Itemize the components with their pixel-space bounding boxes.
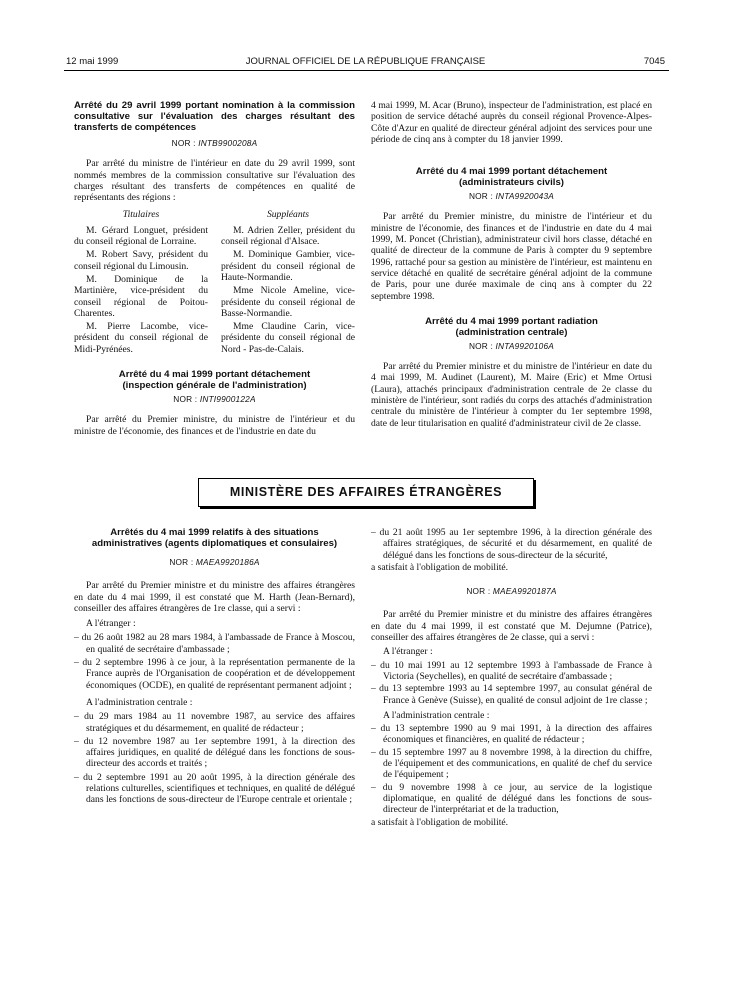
titulaire-item: M. Robert Savy, président du conseil régional du Limousin. — [74, 249, 208, 272]
art3-body: Par arrêté du Premier ministre, du ministre de l'intérieur et du ministre de l'économie, des finances et de l'industrie en date du 4 mai 1999, M. Poncet (Christian), administrateur civil hors classe, détaché en qualité de directeur de la commune de Paris à compter du 9 septembre 1996, rattaché pour sa gestion au ministère de l'intérieur, est maintenu en service détaché en qualité de secrétaire général adjoint de la commune de Paris, pour une durée maximale de cinq ans à compter du 22 septembre 1998. — [371, 211, 652, 302]
list-item: – du 12 novembre 1987 au 1er septembre 1991, à la direction des affaires juridiques, en qualité de délégué dans les fonctions de sous-directeur des accords et traités ; — [74, 735, 355, 770]
art2-title: Arrêté du 4 mai 1999 portant détachement (inspection générale de l'administration) — [118, 369, 311, 392]
art4-nor: NOR : INTA9920106A — [468, 340, 555, 351]
list-item: – du 13 septembre 1993 au 14 septembre 1997, au consulat général de France à Genève (Suisse), en qualité de consul adjoint de 1re classe ; — [371, 683, 652, 706]
art2-body-continued: 4 mai 1999, M. Acar (Bruno), inspecteur de l'administration, est placé en position de service détaché auprès du conseil régional Provence-Alpes-Côte d'Azur en qualité de directeur général adjoint des services pour une période de cinq ans à compter du 18 janvier 1999. — [371, 100, 652, 145]
list-item: – du 2 septembre 1996 à ce jour, à la représentation permanente de la France auprès de l'Organisation de coopération et de développement économiques (OCDE), en qualité de représentant permanent adjoint ; — [74, 657, 355, 691]
suppleant-item: Mme Nicole Ameline, vice-présidente du conseil régional de Basse-Normandie. — [221, 285, 355, 319]
art4-body: Par arrêté du Premier ministre et du ministre de l'intérieur en date du 4 mai 1999, M. Audinet (Laurent), M. Maire (Eric) et Mme Ortusi (Laura), attachés principaux d'administration centrale de 2e classe du ministère de l'intérieur, sont radiés du corps des attachés d'administration centrale du ministère de l'intérieur à compter du 1er septembre 1998, date de leur titularisation en qualité d'administrateur civil de 2e classe. — [371, 361, 652, 429]
art5-intro: Par arrêté du Premier ministre et du ministre des affaires étrangères en date du 4 mai 1999, il est constaté que M. Harth (Jean-Bernard), conseiller des affaires étrangères de 1re classe, qui a servi : — [74, 580, 355, 614]
art6-admin-label: A l'administration centrale : — [383, 709, 490, 721]
art5-title: Arrêtés du 4 mai 1999 relatifs à des situations administratives (agents diplomatiques et consulaires) — [91, 527, 338, 549]
art5-nor: NOR : MAEA9920186A — [169, 557, 260, 567]
list-item: – du 2 septembre 1991 au 20 août 1995, à la direction générale des relations culturelles, scientifiques et techniques, en qualité de délégué dans les fonctions de sous-directeur de l'Europe centrale et orientale ; — [74, 771, 355, 806]
titulaire-item: M. Gérard Longuet, président du conseil régional de Lorraine. — [74, 224, 208, 248]
art5-admin-label: A l'administration centrale : — [86, 696, 193, 708]
journal-title: JOURNAL OFFICIEL DE LA RÉPUBLIQUE FRANÇAISE — [245, 56, 486, 67]
suppleant-item: M. Dominique Gambier, vice-président du conseil régional de Haute-Normandie. — [221, 249, 355, 283]
art5-closing: a satisfait à l'obligation de mobilité. — [371, 561, 509, 573]
list-item: – du 21 août 1995 au 1er septembre 1996, à la direction générale des affaires stratégiques, de sécurité et du désarmement, en qualité de délégué dans les fonctions de sous-directeur de la sécurité, — [371, 527, 652, 561]
titulaire-item: M. Dominique de la Martinière, vice-président du conseil régional de Poitou-Charentes. — [74, 273, 208, 319]
art6-closing: a satisfait à l'obligation de mobilité. — [371, 816, 509, 828]
lower-left-column — [74, 527, 355, 806]
art6-etranger-label: A l'étranger : — [383, 646, 433, 658]
art2-body-start: Par arrêté du Premier ministre, du ministre de l'intérieur et du ministre de l'économie, des finances et de l'industrie en date du — [74, 414, 355, 437]
upper-right-column — [371, 100, 652, 429]
suppleants-list — [221, 209, 355, 355]
ministry-banner — [198, 478, 534, 507]
suppleant-item: M. Adrien Zeller, président du conseil régional d'Alsace. — [221, 224, 355, 248]
page-number: 7045 — [643, 56, 665, 67]
list-item: – du 29 mars 1984 au 11 novembre 1987, au service des affaires stratégiques et du désarmement, en qualité de rédacteur ; — [74, 711, 355, 734]
art4-title: Arrêté du 4 mai 1999 portant radiation (administration centrale) — [425, 315, 598, 338]
list-item: – du 26 août 1982 au 28 mars 1984, à l'ambassade de France à Moscou, en qualité de secrétaire d'ambassade ; — [74, 632, 355, 655]
list-item: – du 10 mai 1991 au 12 septembre 1993 à l'ambassade de France à Victoria (Seychelles), en qualité de secrétaire d'ambassade ; — [371, 659, 652, 682]
representatives-table — [74, 209, 355, 355]
header-rule — [64, 70, 669, 71]
art3-nor: NOR : INTA9920043A — [468, 191, 555, 202]
titulaires-list — [74, 209, 208, 355]
suppleant-item: Mme Claudine Carin, vice-présidente du conseil régional de Nord - Pas-de-Calais. — [221, 321, 355, 355]
art6-intro: Par arrêté du Premier ministre et du ministre des affaires étrangères en date du 4 mai 1999, il est constaté que M. Dejumne (Patrice), conseiller des affaires étrangères de 2e classe, qui a servi : — [371, 609, 652, 644]
lower-right-column — [371, 527, 652, 828]
list-item: – du 15 septembre 1997 au 8 novembre 1998, à la direction du chiffre, de l'équipement et des communications, en qualité de chef du service de l'équipement ; — [371, 746, 652, 781]
art1-title: Arrêté du 29 avril 1999 portant nomination à la commission consultative sur l'évaluation des charges résultant des transferts de compétences — [74, 100, 355, 133]
titulaire-item: M. Pierre Lacombe, vice-président du conseil régional de Midi-Pyrénées. — [74, 321, 208, 355]
upper-left-column — [74, 100, 355, 437]
list-item: – du 13 septembre 1990 au 9 mai 1991, à la direction des affaires économiques et financières, en qualité de rédacteur ; — [371, 723, 652, 746]
suppleants-heading: Suppléants — [266, 209, 310, 221]
art3-title: Arrêté du 4 mai 1999 portant détachement (administrateurs civils) — [415, 166, 608, 189]
art6-nor: NOR : MAEA9920187A — [466, 586, 557, 597]
titulaires-heading: Titulaires — [122, 209, 160, 221]
art1-intro: Par arrêté du ministre de l'intérieur en date du 29 avril 1999, sont nommés membres de la commission consultative sur l'évaluation des charges résultant des transferts de compétences en qualité de représentants des régions : — [74, 158, 355, 204]
header-date: 12 mai 1999 — [66, 56, 119, 67]
list-item: – du 9 novembre 1998 à ce jour, au service de la logistique diplomatique, en qualité de délégué dans les fonctions de sous-directeur de l'interprétariat et de la traduction, — [371, 781, 652, 816]
ministry-title: MINISTÈRE DES AFFAIRES ÉTRANGÈRES — [229, 485, 503, 499]
art2-nor: NOR : INTI9900122A — [173, 394, 256, 405]
art1-nor: NOR : INTB9900208A — [171, 138, 258, 148]
art5-etranger-label: A l'étranger : — [86, 618, 136, 630]
